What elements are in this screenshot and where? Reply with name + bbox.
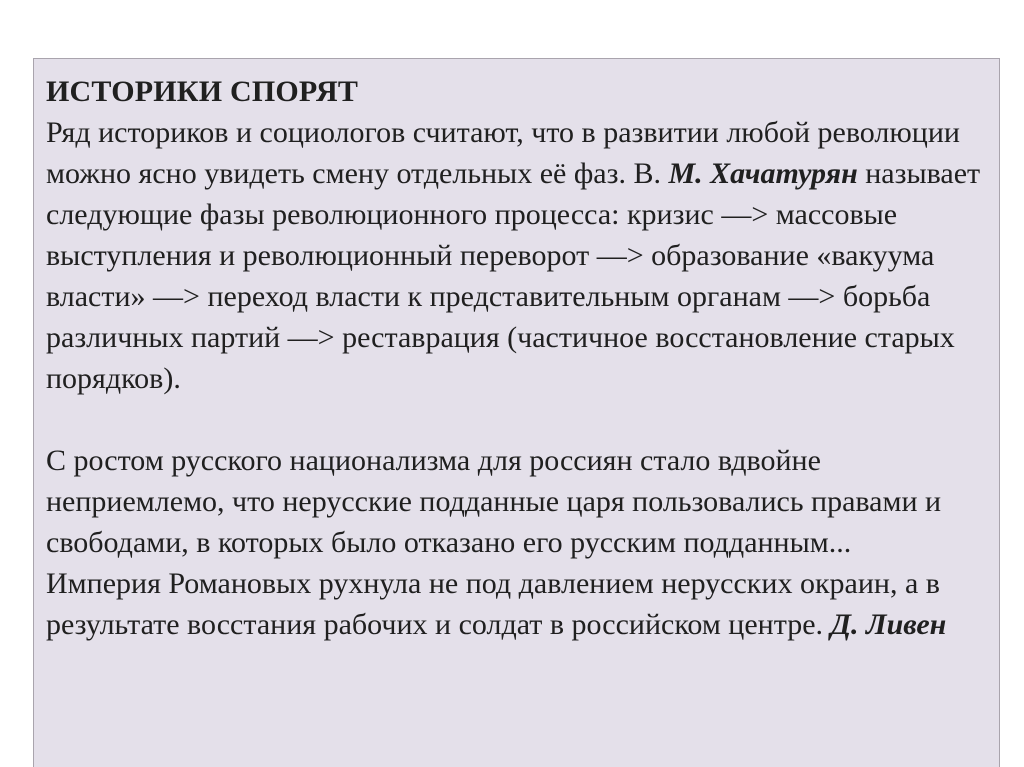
paragraph-nationalism: С ростом русского национализма для россиян стало вдвойне неприемлемо, что нерусские подданные царя пользовались правами и свободами, в которых было отказано его русским подданным...: [46, 444, 942, 559]
paragraph-1-text-after: называет следующие фазы революционного процесса: кризис —> массовые выступления и революционный переворот —> образование «вакуума власти» —> переход власти к представительным органам —> борьба различных партий —> реставрация (частичное восстановление старых порядков).: [46, 157, 981, 395]
paragraph-khachaturyan: [46, 112, 989, 399]
author-khachaturyan: М. Хачатурян: [668, 157, 858, 190]
paragraph-lieven: [46, 563, 989, 645]
paragraph-3-text-before: Империя Романовых рухнула не под давлением нерусских окраин, а в результате восстания рабочих и солдат в российском центре.: [46, 567, 940, 641]
author-lieven: Д. Ливен: [830, 608, 947, 641]
quote-text-box: [33, 58, 1000, 767]
paragraph-spacer: [46, 399, 989, 440]
heading: ИСТОРИКИ СПОРЯТ: [46, 75, 359, 108]
paragraph-1-text-before: Ряд историков и социологов считают, что в развитии любой революции можно ясно увидеть смену отдельных её фаз. В.: [46, 116, 960, 190]
